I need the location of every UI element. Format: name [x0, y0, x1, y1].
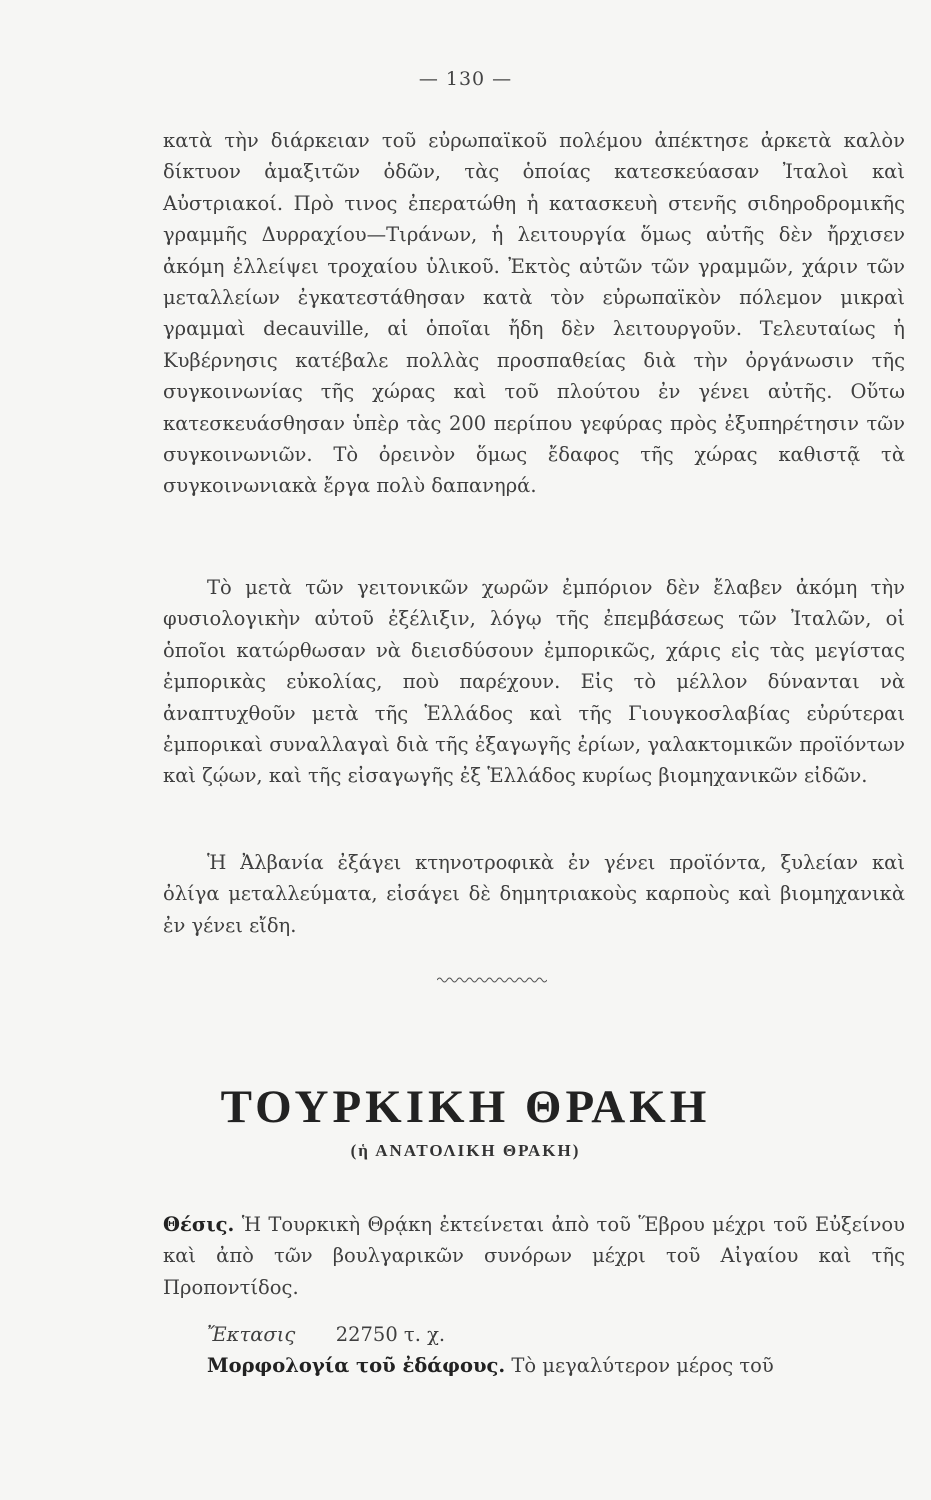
morphology-text: Τὸ μεγαλύτερον μέρος τοῦ	[511, 1354, 774, 1377]
area-value: 22750 τ. χ.	[335, 1323, 446, 1346]
paragraph-text: Τὸ μετὰ τῶν γειτονικῶν χωρῶν ἐμπόριον δὲν ἔλαβεν ἀκόμη τὴν φυσιολογικὴν αὐτοῦ ἐξέλιξιν, λόγῳ τῆς ἐπεμβάσεως τῶν Ἰταλῶν, οἱ ὁποῖοι κατώρθωσαν νὰ διεισδύσουν ἐμπορικῶς, χάρις εἰς τὰς μεγίστας ἐμπορικὰς εὐκολίας, ποὺ παρέχουν. Εἰς τὸ μέλλον δύνανται νὰ ἀναπτυχθοῦν μετὰ τῆς Ἑλλάδος καὶ τῆς Γιουγκοσλαβίας εὐρύτεραι ἐμπορικαὶ συναλλαγαὶ διὰ τῆς ἐξαγωγῆς ἐρίων, γαλακτομικῶν προϊόντων καὶ ζῴων, καὶ τῆς εἰσαγωγῆς ἐξ Ἑλλάδος κυρίως βιομηχανικῶν εἰδῶν.	[163, 576, 905, 788]
chapter-subtitle: (ἡ ΑΝΑΤΟΛΙΚΗ ΘΡΑΚΗ)	[350, 1141, 581, 1160]
paragraph-text: κατὰ τὴν διάρκειαν τοῦ εὐρωπαϊκοῦ πολέμου ἀπέκτησε ἀρκετὰ καλὸν δίκτυον ἁμαξιτῶν ὁδῶν, τὰς ὁποίας κατεσκεύασαν Ἰταλοὶ καὶ Αὐστριακοί. Πρὸ τινος ἐπερατώθη ἡ κατασκευὴ στενῆς σιδηροδρομικῆς γραμμῆς Δυρραχίου—Τιράνων, ἡ λειτουργία ὅμως αὐτῆς δὲν ἤρχισεν ἀκόμη ἐλλείψει τροχαίου ὑλικοῦ. Ἐκτὸς αὐτῶν τῶν γραμμῶν, χάριν τῶν μεταλλείων ἐγκατεστάθησαν κατὰ τὸν εὐρωπαϊκὸν πόλεμον μικραὶ γραμμαὶ decauville, αἱ ὁποῖαι ἤδη δὲν λειτουργοῦν. Τελευταίως ἡ Κυβέρνησις κατέβαλε πολλὰς προσπαθείας διὰ τὴν ὀργάνωσιν τῆς συγκοινωνίας τῆς χώρας καὶ τοῦ πλούτου ἐν γένει αὐτῆς. Οὕτω κατεσκευάσθησαν ὑπὲρ τὰς 200 περίπου γεφύρας πρὸς ἐξυπηρέτησιν τῶν συγκοινωνιῶν. Τὸ ὀρεινὸν ὅμως ἔδαφος τῆς χώρας καθιστᾷ τὰ συγκοινωνιακὰ ἔργα πολὺ δαπανηρά.	[163, 129, 905, 498]
position-section	[163, 1209, 905, 1303]
morphology-section	[163, 1350, 905, 1381]
area-section	[163, 1319, 905, 1350]
area-label: Ἔκτασις	[207, 1323, 296, 1346]
page-number: — 130 —	[418, 68, 513, 90]
chapter-title: ΤΟΥΡΚΙΚΗ ΘΡΑΚΗ	[220, 1081, 711, 1133]
body-paragraph-2	[163, 572, 905, 792]
body-paragraph-1	[163, 125, 905, 502]
paragraph-text: Ἡ Ἀλβανία ἐξάγει κτηνοτροφικὰ ἐν γένει προϊόντα, ξυλείαν καὶ ὀλίγα μεταλλεύματα, εἰσάγει δὲ δημητριακοὺς καρποὺς καὶ βιομηχανικὰ ἐν γένει εἴδη.	[163, 851, 905, 937]
position-text: Ἡ Τουρκικὴ Θρᾴκη ἐκτείνεται ἀπὸ τοῦ Ἕβρου μέχρι τοῦ Εὐξείνου καὶ ἀπὸ τῶν βουλγαρικῶν συνόρων μέχρι τοῦ Αἰγαίου καὶ τῆς Προποντίδος.	[163, 1213, 905, 1299]
body-paragraph-3	[163, 847, 905, 941]
morphology-heading: Μορφολογία τοῦ ἐδάφους.	[207, 1354, 506, 1377]
wavy-separator	[437, 976, 547, 984]
position-heading: Θέσις.	[163, 1213, 235, 1236]
